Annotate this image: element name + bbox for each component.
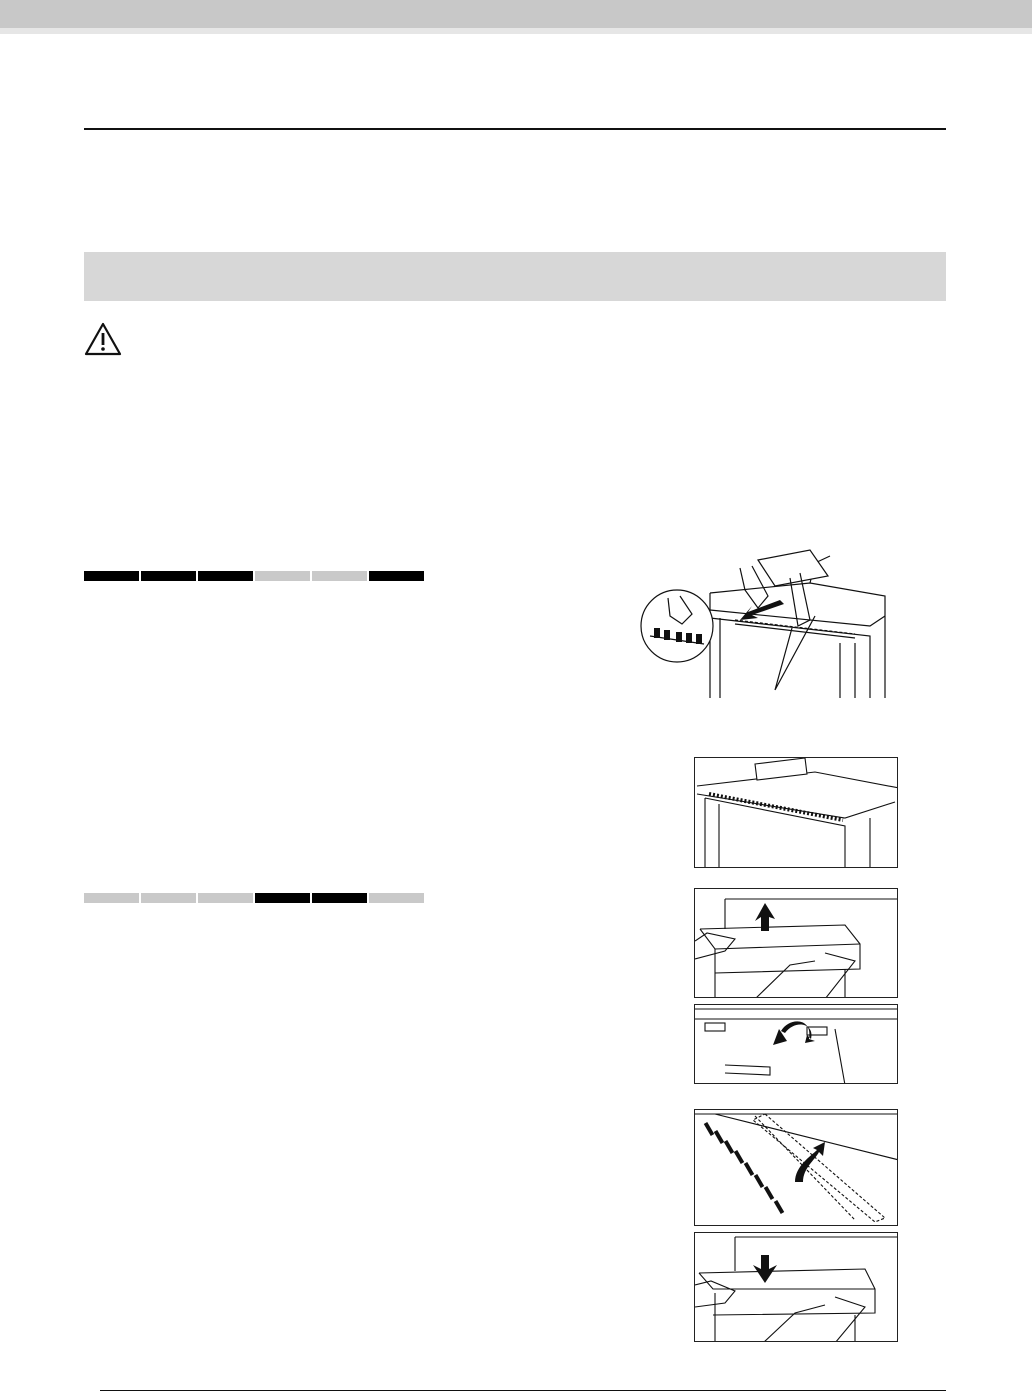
piano-key-cover-open-illustration	[640, 548, 890, 706]
section-title-rule	[84, 128, 946, 130]
page-header-band	[0, 0, 1032, 28]
page-header-underline	[0, 28, 1032, 34]
model-segment-1	[84, 893, 139, 903]
caution-warning-icon	[84, 322, 122, 356]
music-rest-raise-illustration	[694, 888, 898, 998]
page-footer-rule	[100, 1390, 946, 1391]
model-segment-3	[198, 893, 253, 903]
piano-overview-illustration	[694, 757, 898, 868]
model-segment-2	[141, 893, 196, 903]
model-segment-1	[84, 571, 139, 581]
music-rest-fold-illustration	[694, 1004, 898, 1084]
music-rest-clips-illustration	[694, 1109, 898, 1226]
model-segment-3	[198, 571, 253, 581]
model-segment-4	[255, 571, 310, 581]
model-segment-6	[369, 571, 424, 581]
model-compatibility-bar-1	[84, 571, 424, 581]
model-segment-4	[255, 893, 310, 903]
model-segment-2	[141, 571, 196, 581]
subsection-heading-bar	[84, 252, 946, 301]
model-compatibility-bar-2	[84, 893, 424, 903]
model-segment-5	[312, 571, 367, 581]
key-cover-close-illustration	[694, 1232, 898, 1342]
model-segment-6	[369, 893, 424, 903]
model-segment-5	[312, 893, 367, 903]
